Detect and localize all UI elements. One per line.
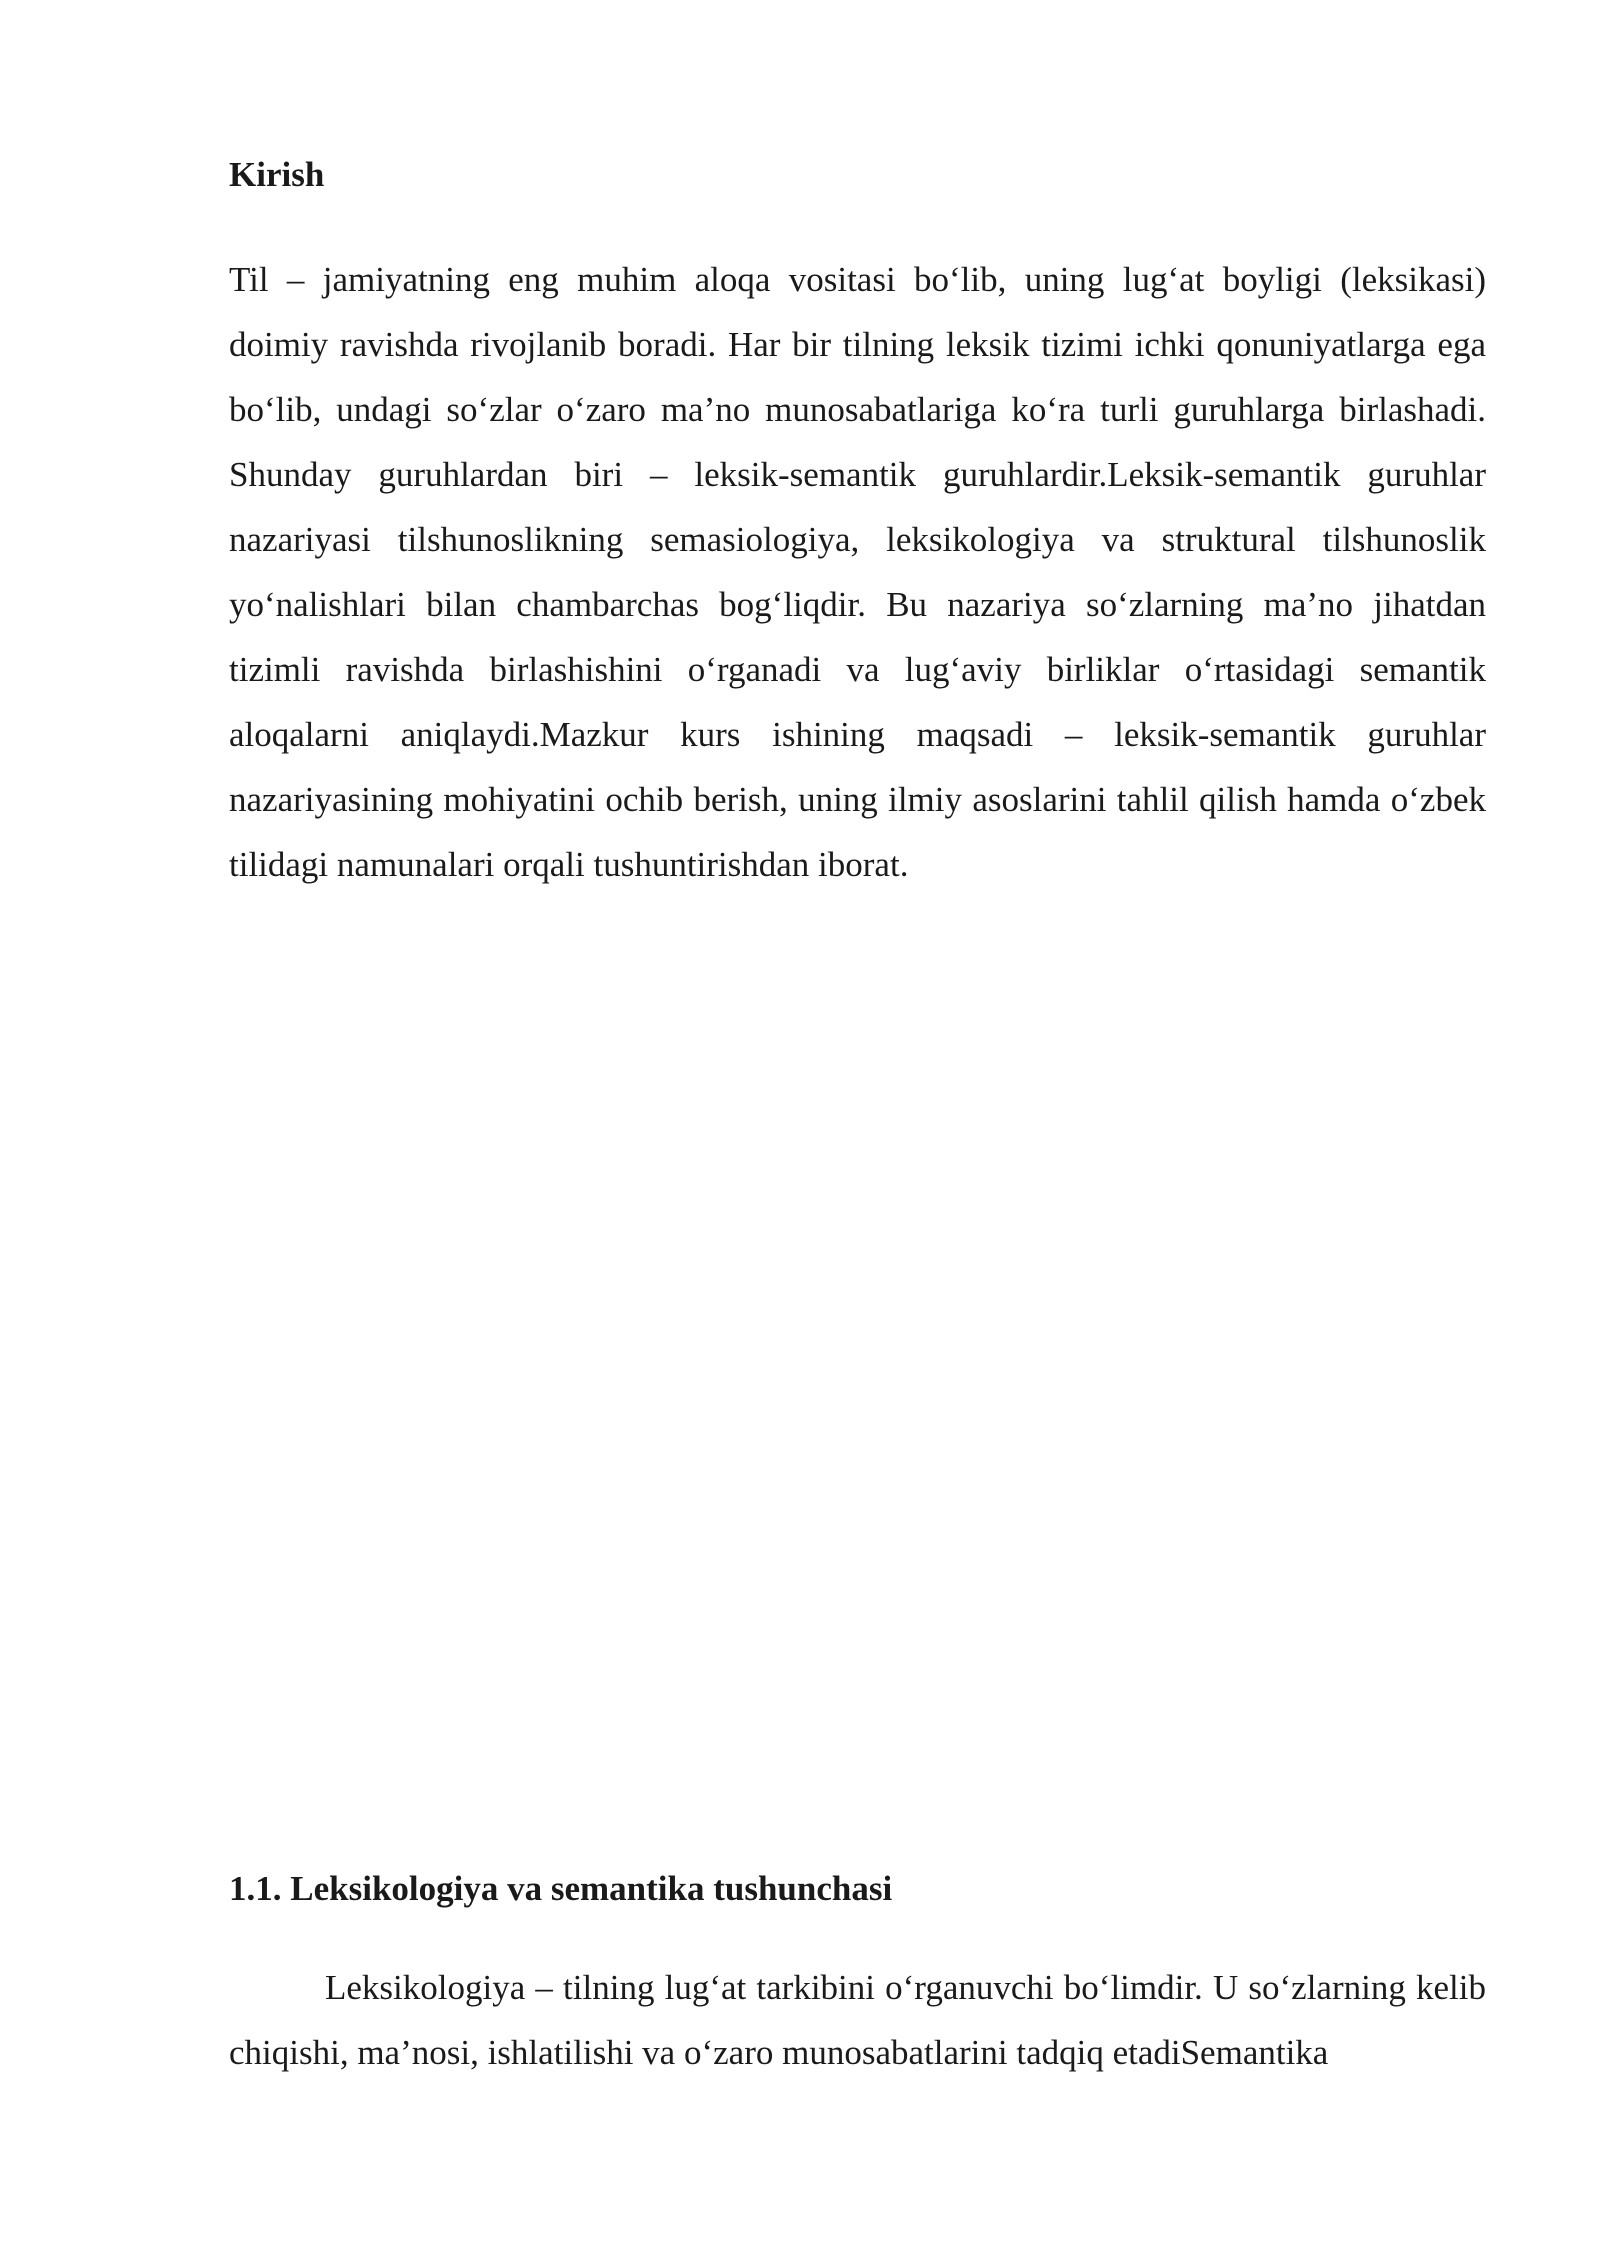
section-heading: 1.1. Leksikologiya va semantika tushunchasi — [229, 1869, 893, 1908]
section-paragraph: Leksikologiya – tilning lug‘at tarkibini o‘rganuvchi bo‘limdir. U so‘zlarning kelib chiqishi, ma’nosi, ishlatilishi va o‘zaro munosabatlarini tadqiq etadiSemantika — [229, 1968, 1486, 2072]
intro-paragraph: Til – jamiyatning eng muhim aloqa vositasi bo‘lib, uning lug‘at boyligi (leksikasi) doimiy ravishda rivojlanib boradi. Har bir tilning leksik tizimi ichki qonuniyatlarga ega bo‘lib, undagi so‘zlar o‘zaro ma’no munosabatlariga ko‘ra turli guruhlarga birlashadi. Shunday guruhlardan biri – leksik-semantik guruhlardir.Leksik-semantik guruhlar nazariyasi tilshunoslikning semasiologiya, leksikologiya va struktural tilshunoslik yo‘nalishlari bilan chambarchas bog‘liqdir. Bu nazariya so‘zlarning ma’no jihatdan tizimli ravishda birlashishini o‘rganadi va lug‘aviy birliklar o‘rtasidagi semantik aloqalarni aniqlaydi.Mazkur kurs ishining maqsadi – leksik-semantik guruhlar nazariyasining mohiyatini ochib berish, uning ilmiy asoslarini tahlil qilish hamda o‘zbek tilidagi namunalari orqali tushuntirishdan iborat. — [229, 260, 1486, 884]
intro-heading: Kirish — [229, 155, 325, 194]
